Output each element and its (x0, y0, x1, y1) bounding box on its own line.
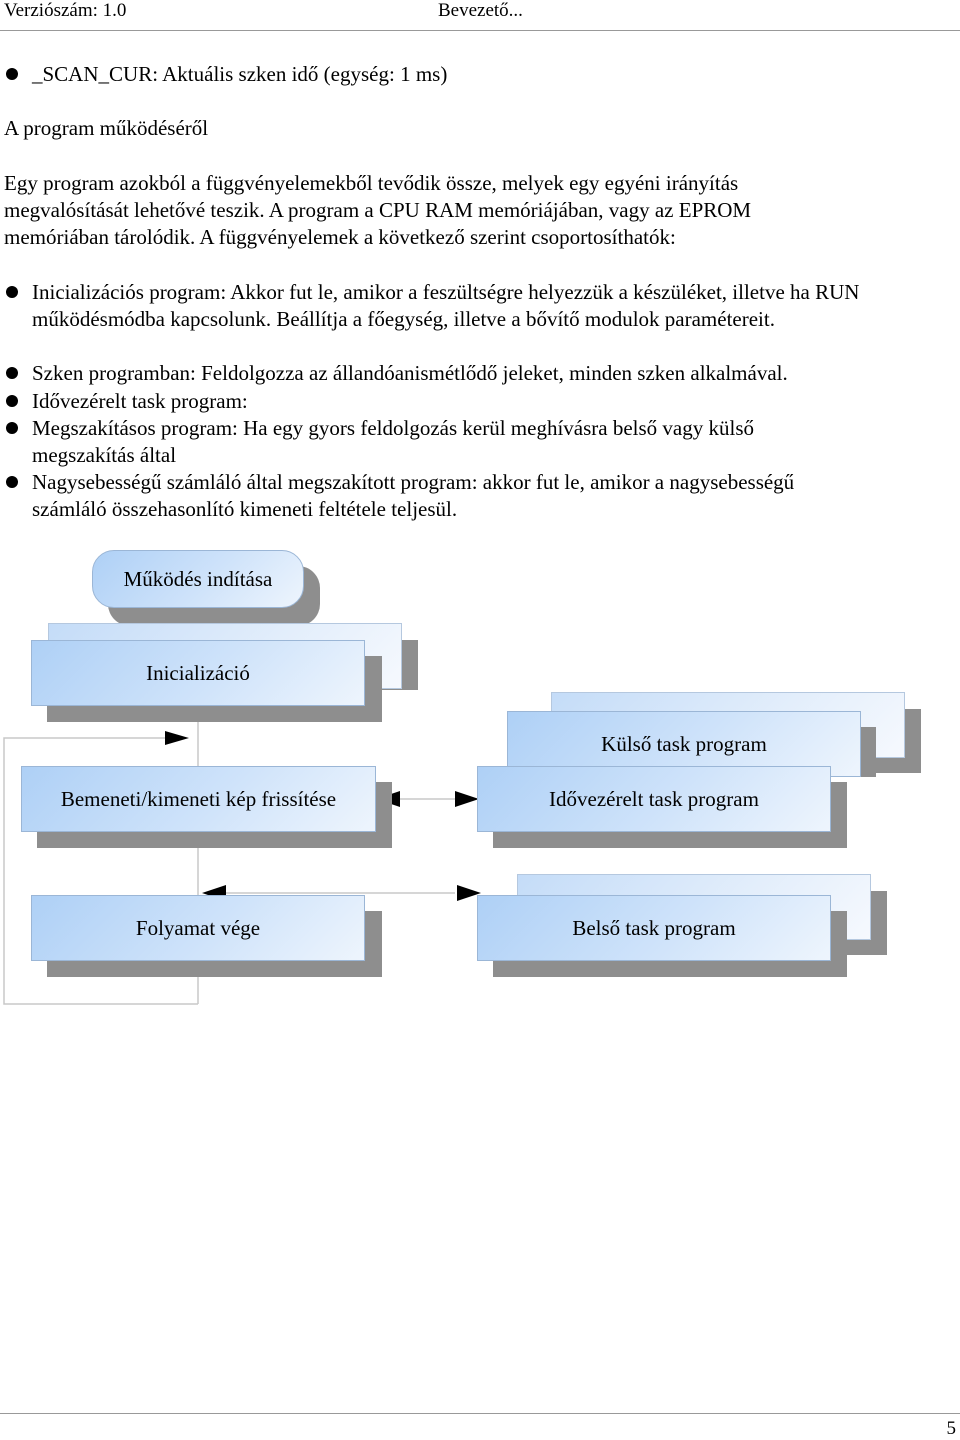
start-node-label: Működés indítása (123, 566, 273, 591)
bullet-init-line-2: működésmódba kapcsolunk. Beállítja a főegység, illetve a bővítő modulok paramétereit. (32, 307, 775, 331)
bullet-hsc-line-2: számláló összehasonlító kimeneti feltétele teljesül. (32, 497, 458, 521)
intro-line-1: Egy program azokból a függvényelemekből tevődik össze, melyek egy egyéni irányítás (4, 171, 739, 195)
start-node (92, 550, 304, 608)
footer-rule (0, 1413, 960, 1414)
bullet-hsc-line-1: Nagysebességű számláló által megszakított program: akkor fut le, amikor a nagysebességű (32, 470, 795, 494)
external-task-node-label: Külső task program (601, 732, 767, 756)
timed-task-node-label: Idővezérelt task program (549, 786, 759, 811)
internal-task-node (477, 895, 831, 961)
init-node-label: Inicializáció (146, 660, 250, 685)
internal-task-node-label: Belső task program (572, 915, 736, 940)
init-node (31, 640, 365, 706)
io-refresh-node-label: Bemeneti/kimeneti kép frissítése (60, 786, 337, 811)
timed-task-node (477, 766, 831, 832)
arrow-head-loop (165, 731, 189, 745)
bullet-timed: Idővezérelt task program: (32, 389, 248, 413)
scan-cur-item: _SCAN_CUR: Aktuális szken idő (egység: 1 ms) (32, 62, 448, 86)
section-title: A program működéséről (4, 116, 209, 140)
bullet-interrupt-line-2: megszakítás által (32, 443, 177, 467)
arrow-head-right (455, 791, 479, 807)
end-node-label: Folyamat vége (135, 915, 261, 940)
bullet-init-line-1: Inicializációs program: Akkor fut le, amikor a feszültségre helyezzük a készüléket, illetve ha RUN (32, 280, 860, 304)
intro-line-2: megvalósítását lehetővé teszik. A program a CPU RAM memóriájában, vagy az EPROM (4, 198, 752, 222)
page-number: 5 (946, 1418, 956, 1439)
io-refresh-node (21, 766, 376, 832)
intro-line-3: memóriában tárolódik. A függvényelemek a következő szerint csoportosíthatók: (4, 225, 676, 249)
bullet-scan: Szken programban: Feldolgozza az állandóanismétlődő jeleket, minden szken alkalmával. (32, 361, 788, 385)
bullet-interrupt-line-1: Megszakításos program: Ha egy gyors feldolgozás kerül meghívásra belső vagy külső (32, 416, 754, 440)
end-node (31, 895, 365, 961)
header-chapter: Bevezető... (438, 0, 523, 21)
header-version: Verziószám: 1.0 (4, 0, 127, 21)
